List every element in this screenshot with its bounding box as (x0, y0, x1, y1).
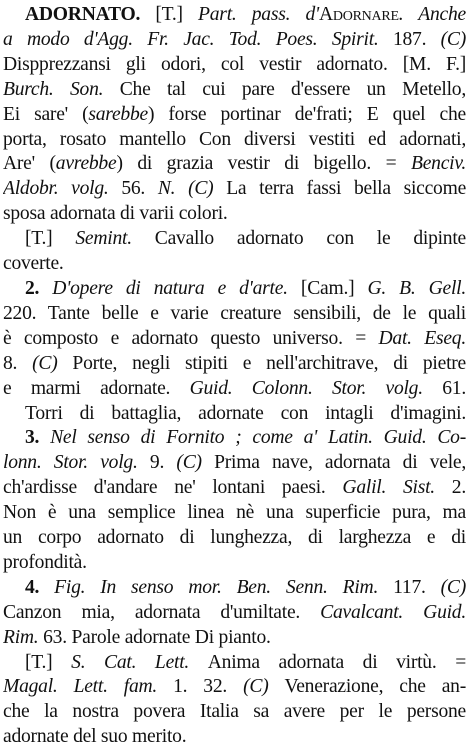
entry-line (3, 302, 466, 327)
entry-text: 56. (121, 178, 158, 200)
entry-text: (C) (32, 352, 73, 374)
entry-text: sposa adornata di varii colori. (3, 203, 228, 225)
entry-text: Adornare (318, 4, 399, 25)
entry-text: 8. (3, 352, 33, 374)
entry-text: Ei sare' ( (3, 103, 89, 125)
entry-text: 2. (451, 477, 466, 499)
entry-text: avrebbe (55, 153, 117, 175)
entry-text: Prima nave, adornata di vele, (214, 452, 466, 474)
entry-line (3, 3, 466, 28)
entry-text: N. (C) (157, 178, 227, 200)
entry-text: 61. (442, 377, 466, 399)
entry-text: 117. (393, 576, 441, 598)
entry-text: [Cam.] (300, 277, 368, 299)
entry-text: Benciv. (411, 153, 466, 175)
entry-text: Fig. In senso mor. Ben. Senn. Rim. (54, 576, 394, 598)
entry-text: 4. (25, 576, 55, 598)
entry-text: (C) (440, 576, 466, 598)
entry-line (3, 551, 466, 576)
entry-text: ADORNATO. (25, 4, 156, 25)
entry-line (3, 526, 466, 551)
entry-text: [T.] (25, 228, 76, 250)
entry-line (3, 202, 466, 227)
entry-line (3, 601, 466, 626)
entry-line (3, 501, 466, 526)
entry-line (3, 451, 466, 476)
entry-text: [T.] (25, 651, 72, 673)
entry-line (3, 426, 466, 451)
entry-text: Dispprezzansi gli odori, col vestir adornato. [M. F.] (3, 53, 466, 75)
entry-line (3, 78, 466, 103)
entry-text: Magal. Lett. fam. (3, 676, 174, 698)
entry-text: Cavalcant. Guid. (320, 601, 466, 623)
entry-text: 63. Parole adornate Di pianto. (43, 626, 271, 648)
entry-line (3, 53, 466, 78)
entry-text: Venerazione, che an- (284, 676, 466, 698)
entry-text: coverte. (3, 253, 64, 275)
entry-line (3, 103, 466, 128)
entry-line (3, 227, 466, 252)
entry-line (3, 651, 466, 676)
entry-text: un corpo adornato di lunghezza, di larghezza e di (3, 527, 466, 549)
entry-line (3, 28, 466, 53)
entry-text: Burch. Son. (3, 78, 120, 100)
entry-text: adornate del suo merito. (3, 726, 187, 748)
entry-text: (C) (440, 28, 466, 50)
entry-text: Nel senso di Fornito ; come a' Latin. Guid. Co- (50, 427, 466, 449)
entry-text: 1. 32. (173, 676, 244, 698)
entry-text: Aldobr. volg. (3, 178, 122, 200)
entry-text: D'opere di natura e d'arte. (52, 277, 301, 299)
entry-text: 9. (149, 452, 177, 474)
entry-text: Torri di battaglia, adornate con intagli d'imagini. (25, 402, 466, 424)
entry-text: Guid. Colonn. Stor. volg. (189, 377, 443, 399)
entry-text: Rim. (3, 626, 44, 648)
entry-text: (C) (176, 452, 215, 474)
entry-text: [T.] (155, 4, 199, 25)
entry-text: ch'ardisse d'andare ne' lontani paesi. (3, 477, 343, 499)
entry-text: ) forse portinar de'frati; E quel che (147, 103, 466, 125)
entry-text: è composto e adornato questo universo. = (3, 327, 379, 349)
entry-line (3, 152, 466, 177)
entry-text: e marmi adornate. (3, 377, 190, 399)
entry-text: ) di grazia vestir di bigello. = (116, 153, 411, 175)
entry-text: a modo d'Agg. Fr. Jac. Tod. Poes. Spirit. (3, 28, 393, 50)
entry-text: Porte, negli stipiti e nell'architrave, di pietre (72, 352, 466, 374)
entry-line (3, 576, 466, 601)
entry-text: Non è una semplice linea nè una superficie pura, ma (3, 502, 466, 524)
entry-text: Part. pass. d' (198, 4, 319, 25)
entry-line (3, 700, 466, 725)
entry-line (3, 327, 466, 352)
entry-text: Dat. Eseq. (378, 327, 466, 349)
entry-text: 220. Tante belle e varie creature sensibili, de le quali (3, 302, 466, 324)
entry-text: La terra fassi bella siccome (226, 178, 466, 200)
entry-text: Canzon mia, adornata d'umiltate. (3, 601, 321, 623)
entry-text: Anima adornata di virtù. = (207, 651, 466, 673)
entry-line (3, 626, 466, 651)
entry-text: 3. (25, 427, 51, 449)
entry-text: porta, rosato mantello Con diversi vestiti ed adornati, (3, 128, 466, 150)
entry-line (3, 177, 466, 202)
entry-line (3, 476, 466, 501)
entry-line (3, 675, 466, 700)
entry-text: . Anche (398, 4, 466, 25)
entry-line (3, 725, 466, 750)
entry-text: Semint. (75, 228, 155, 250)
entry-text: sarebbe (88, 103, 148, 125)
entry-line (3, 402, 466, 427)
entry-text: 2. (25, 277, 53, 299)
entry-text: S. Cat. Lett. (71, 651, 208, 673)
entry-text: Galil. Sist. (342, 477, 452, 499)
entry-text: (C) (243, 676, 285, 698)
entry-text: G. B. Gell. (367, 277, 466, 299)
entry-line (3, 128, 466, 153)
entry-text: Cavallo adornato con le dipinte (154, 228, 466, 250)
entry-text: Che tal cui pare d'essere un Metello, (119, 78, 466, 100)
entry-line (3, 252, 466, 277)
entry-text: profondità. (3, 551, 87, 573)
entry-text: Are' ( (3, 153, 56, 175)
entry-line (3, 277, 466, 302)
entry-text: che la nostra povera Italia sa avere per le persone (3, 701, 466, 723)
entry-line (3, 377, 466, 402)
entry-text: 187. (392, 28, 441, 50)
entry-line (3, 352, 466, 377)
entry-text: lonn. Stor. volg. (3, 452, 150, 474)
